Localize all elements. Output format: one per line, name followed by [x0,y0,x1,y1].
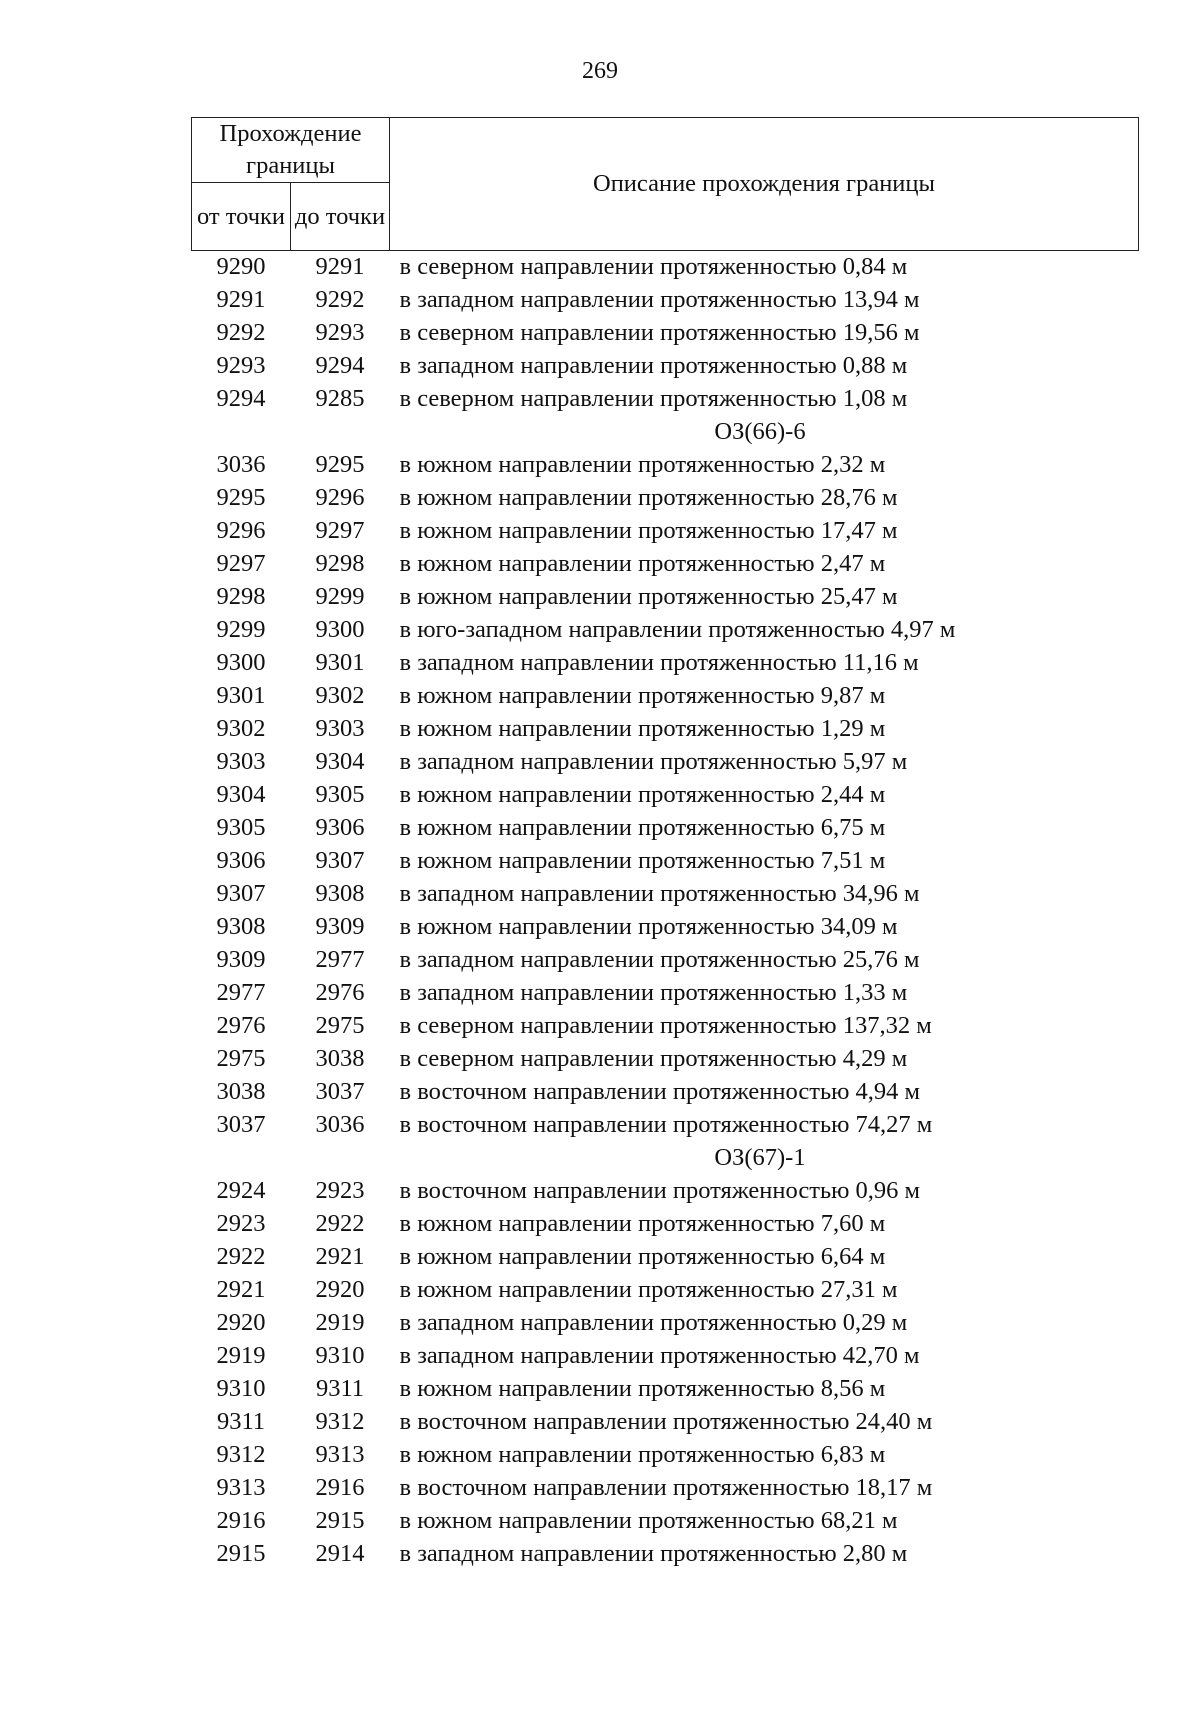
description-cell: в западном направлении протяженностью 25,76 м [399,946,920,974]
to-point-cell: 3036 [315,1111,365,1139]
table-row [192,251,1139,285]
description-cell: в западном направлении протяженностью 11,16 м [399,649,919,677]
to-point-cell: 2916 [315,1474,365,1502]
from-point-cell: 2920 [216,1309,266,1337]
table-row [192,1076,1139,1109]
from-point-cell: 9312 [216,1441,266,1469]
from-point-cell: 2977 [216,979,266,1007]
description-cell: в восточном направлении протяженностью 0,96 м [399,1177,921,1205]
table-row [192,449,1139,482]
table-row [192,713,1139,746]
to-point-cell: 9291 [315,253,365,281]
to-point-cell: 2919 [315,1309,365,1337]
to-point-cell: 2915 [315,1507,365,1535]
from-point-cell: 2924 [216,1177,266,1205]
table-row [192,977,1139,1010]
table-row [192,1439,1139,1472]
from-point-cell: 9301 [216,682,266,710]
description-cell: в северном направлении протяженностью 137,32 м [399,1012,932,1040]
description-cell: в южном направлении протяженностью 17,47 м [399,517,898,545]
from-point-cell: 2915 [216,1540,266,1568]
from-point-cell: 2923 [216,1210,266,1238]
from-point-cell: 9302 [216,715,266,743]
header-boundary-passage: Прохождение границы [192,118,390,183]
section-heading-label: ОЗ(66)-6 [714,418,806,446]
from-point-cell: 2975 [216,1045,266,1073]
section-heading-row [192,1142,1139,1175]
description-cell: в южном направлении протяженностью 34,09 м [399,913,898,941]
description-cell: в южном направлении протяженностью 6,64 м [399,1243,886,1271]
description-cell: в южном направлении протяженностью 6,83 м [399,1441,886,1469]
to-point-cell: 9301 [315,649,365,677]
description-cell: в южном направлении протяженностью 7,60 м [399,1210,886,1238]
table-row [192,548,1139,581]
table-row [192,1241,1139,1274]
description-cell: в восточном направлении протяженностью 4,94 м [399,1078,921,1106]
description-cell: в южном направлении протяженностью 25,47 м [399,583,898,611]
table-row [192,284,1139,317]
table-body [192,251,1139,1572]
to-point-cell: 2975 [315,1012,365,1040]
description-cell: в северном направлении протяженностью 1,08 м [399,385,908,413]
to-point-cell: 9302 [315,682,365,710]
from-point-cell: 9303 [216,748,266,776]
description-cell: в восточном направлении протяженностью 18,17 м [399,1474,933,1502]
from-point-cell: 9291 [216,286,266,314]
to-point-cell: 2977 [315,946,365,974]
to-point-cell: 2922 [315,1210,365,1238]
to-point-cell: 3037 [315,1078,365,1106]
from-point-cell: 9299 [216,616,266,644]
description-cell: в южном направлении протяженностью 2,47 м [399,550,886,578]
table-row [192,1175,1139,1208]
description-cell: в западном направлении протяженностью 1,33 м [399,979,908,1007]
to-point-cell: 9303 [315,715,365,743]
description-cell: в южном направлении протяженностью 7,51 м [399,847,886,875]
to-point-cell: 9306 [315,814,365,842]
from-point-cell: 9297 [216,550,266,578]
from-point-cell: 2922 [216,1243,266,1271]
section-heading [192,416,1139,449]
to-point-cell: 2914 [315,1540,365,1568]
from-point-cell: 2916 [216,1507,266,1535]
to-point-cell: 9309 [315,913,365,941]
description-cell: в южном направлении протяженностью 27,31 м [399,1276,898,1304]
from-point-cell: 9311 [216,1408,266,1436]
header-from-point: от точки [192,183,291,251]
description-cell: в северном направлении протяженностью 19,56 м [399,319,920,347]
to-point-cell: 9307 [315,847,365,875]
to-point-cell: 9310 [315,1342,365,1370]
from-point-cell: 9304 [216,781,266,809]
to-point-cell: 2920 [315,1276,365,1304]
from-point-cell: 3036 [216,451,266,479]
description-cell: в южном направлении протяженностью 6,75 м [399,814,886,842]
to-point-cell: 9292 [315,286,365,314]
description-cell: в юго-западном направлении протяженностью 4,97 м [399,616,956,644]
to-point-cell: 3038 [315,1045,365,1073]
table-row [192,845,1139,878]
table-row [192,812,1139,845]
description-cell: в западном направлении протяженностью 0,29 м [399,1309,908,1337]
description-cell: в северном направлении протяженностью 0,84 м [399,253,908,281]
to-point-cell: 9312 [315,1408,365,1436]
table-row [192,911,1139,944]
description-cell: в южном направлении протяженностью 2,32 м [399,451,886,479]
table-row [192,1208,1139,1241]
header-to-point: до точки [291,183,390,251]
from-point-cell: 9306 [216,847,266,875]
table-row [192,1274,1139,1307]
table-row [192,581,1139,614]
description-cell: в южном направлении протяженностью 2,44 м [399,781,886,809]
boundary-table [191,117,1139,1571]
from-point-cell: 2976 [216,1012,266,1040]
table-row [192,944,1139,977]
table-row [192,515,1139,548]
to-point-cell: 9297 [315,517,365,545]
table-row [192,1307,1139,1340]
table-row [192,746,1139,779]
from-point-cell: 9295 [216,484,266,512]
description-cell: в западном направлении протяженностью 0,88 м [399,352,908,380]
from-point-cell: 3037 [216,1111,266,1139]
table-row [192,1373,1139,1406]
table-row [192,350,1139,383]
description-cell: в южном направлении протяженностью 68,21 м [399,1507,898,1535]
to-point-cell: 9293 [315,319,365,347]
to-point-cell: 9298 [315,550,365,578]
table-row [192,647,1139,680]
description-cell: в западном направлении протяженностью 5,97 м [399,748,908,776]
from-point-cell: 9292 [216,319,266,347]
to-point-cell: 9294 [315,352,365,380]
from-point-cell: 3038 [216,1078,266,1106]
table-row [192,779,1139,812]
from-point-cell: 9298 [216,583,266,611]
table-row [192,878,1139,911]
from-point-cell: 9300 [216,649,266,677]
from-point-cell: 9307 [216,880,266,908]
section-heading-label: ОЗ(67)-1 [714,1144,806,1172]
description-cell: в южном направлении протяженностью 8,56 м [399,1375,886,1403]
table-row [192,1109,1139,1142]
from-point-cell: 9305 [216,814,266,842]
to-point-cell: 9313 [315,1441,365,1469]
section-heading-row [192,416,1139,449]
from-point-cell: 9290 [216,253,266,281]
to-point-cell: 9304 [315,748,365,776]
to-point-cell: 2923 [315,1177,365,1205]
table-row [192,1010,1139,1043]
description-cell: в восточном направлении протяженностью 74,27 м [399,1111,933,1139]
description-cell: в западном направлении протяженностью 13,94 м [399,286,920,314]
to-point-cell: 9305 [315,781,365,809]
to-point-cell: 9308 [315,880,365,908]
description-cell: в южном направлении протяженностью 1,29 м [399,715,886,743]
to-point-cell: 9285 [315,385,365,413]
from-point-cell: 9308 [216,913,266,941]
description-cell: в западном направлении протяженностью 2,80 м [399,1540,908,1568]
to-point-cell: 9300 [315,616,365,644]
description-cell: в восточном направлении протяженностью 24,40 м [399,1408,933,1436]
to-point-cell: 2976 [315,979,365,1007]
table-row [192,317,1139,350]
to-point-cell: 9296 [315,484,365,512]
table-header [192,118,1139,251]
to-point-cell: 2921 [315,1243,365,1271]
header-description: Описание прохождения границы [390,118,1139,251]
to-point-cell: 9311 [315,1375,365,1403]
description-cell: в южном направлении протяженностью 28,76 м [399,484,898,512]
description-cell: в северном направлении протяженностью 4,29 м [399,1045,908,1073]
table-row [192,614,1139,647]
from-point-cell: 2919 [216,1342,266,1370]
from-point-cell: 9293 [216,352,266,380]
from-point-cell: 9309 [216,946,266,974]
section-heading [192,1142,1139,1175]
table-row [192,1538,1139,1571]
table-row [192,1472,1139,1505]
table-row [192,1505,1139,1538]
table-row [192,1043,1139,1076]
from-point-cell: 9294 [216,385,266,413]
to-point-cell: 9299 [315,583,365,611]
description-cell: в западном направлении протяженностью 42,70 м [399,1342,920,1370]
from-point-cell: 9310 [216,1375,266,1403]
page-number: 269 [582,58,618,84]
table-row [192,1406,1139,1439]
table-row [192,383,1139,416]
from-point-cell: 2921 [216,1276,266,1304]
from-point-cell: 9313 [216,1474,266,1502]
to-point-cell: 9295 [315,451,365,479]
table-row [192,482,1139,515]
table-row [192,1340,1139,1373]
table-row [192,680,1139,713]
description-cell: в южном направлении протяженностью 9,87 м [399,682,886,710]
description-cell: в западном направлении протяженностью 34,96 м [399,880,920,908]
from-point-cell: 9296 [216,517,266,545]
